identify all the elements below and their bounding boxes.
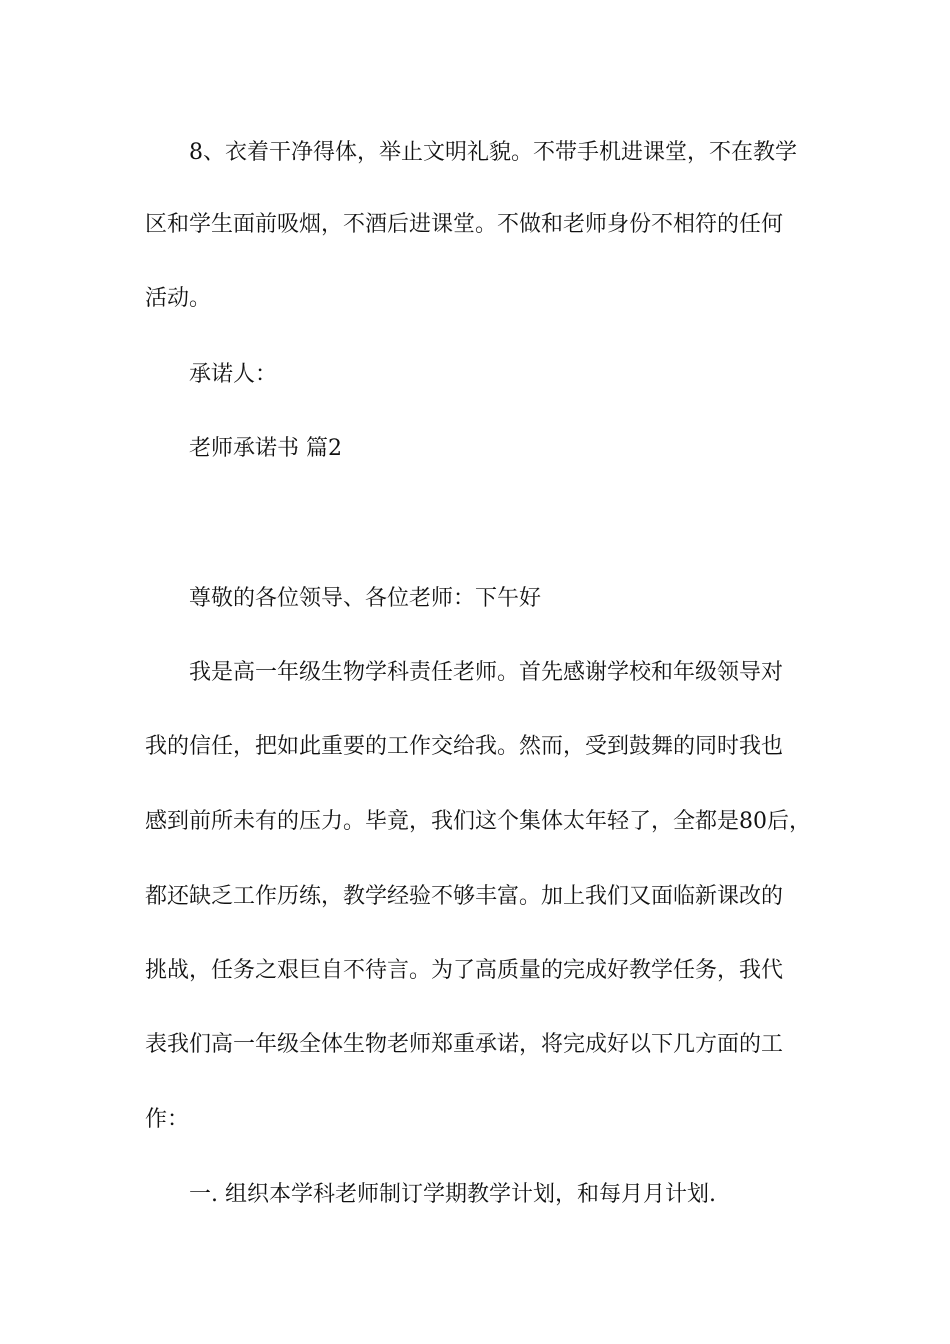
list-item: 一. 组织本学科老师制订学期教学计划，和每月月计划. — [189, 1182, 716, 1207]
paragraph-line: 感到前所未有的压力。毕竟，我们这个集体太年轻了，全都是80后， — [145, 809, 811, 834]
paragraph-line: 活动。 — [145, 286, 212, 311]
paragraph-line: 挑战，任务之艰巨自不待言。为了高质量的完成好教学任务，我代 — [145, 958, 784, 983]
section-heading: 老师承诺书 篇2 — [189, 436, 342, 461]
salutation: 尊敬的各位领导、各位老师：下午好 — [189, 586, 542, 611]
paragraph-line: 作： — [145, 1107, 190, 1132]
signatory-label: 承诺人： — [189, 362, 278, 387]
paragraph-line: 我的信任，把如此重要的工作交给我。然而，受到鼓舞的同时我也 — [145, 734, 784, 759]
paragraph-line: 我是高一年级生物学科责任老师。首先感谢学校和年级领导对 — [189, 660, 784, 685]
paragraph-line: 8、衣着干净得体，举止文明礼貌。不带手机进课堂，不在教学 — [189, 140, 797, 165]
paragraph-line: 区和学生面前吸烟，不酒后进课堂。不做和老师身份不相符的任何 — [145, 212, 784, 237]
paragraph-line: 表我们高一年级全体生物老师郑重承诺，将完成好以下几方面的工 — [145, 1032, 784, 1057]
paragraph-line: 都还缺乏工作历练，教学经验不够丰富。加上我们又面临新课改的 — [145, 884, 784, 909]
